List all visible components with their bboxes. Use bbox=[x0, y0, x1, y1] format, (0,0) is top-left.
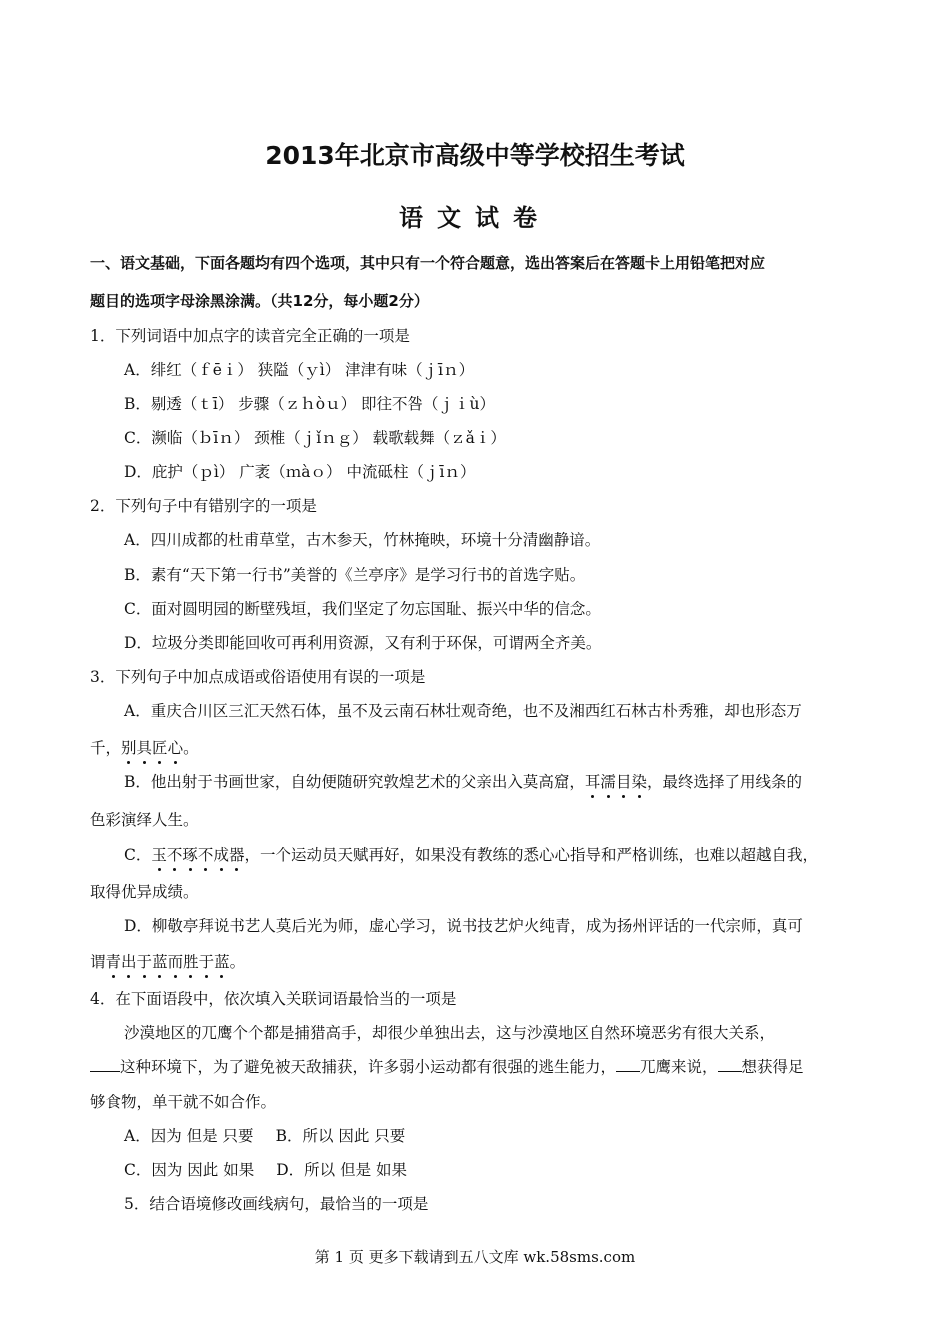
question-2-option-a: A．四川成都的杜甫草堂，古木参天，竹林掩映，环境十分清幽静谙。 bbox=[124, 531, 601, 549]
text-segment: B．他出射于书画世家，自幼便随研究敦煌艺术的父亲出入莫高窟， bbox=[124, 773, 585, 791]
question-4-option-b: B．所以 因此 只要 bbox=[275, 1127, 406, 1145]
question-2-option-b: B．素有“天下第一行书”美誉的《兰亭序》是学习行书的首选字贴。 bbox=[124, 566, 586, 584]
emphasis-char: 蓝 bbox=[214, 953, 230, 971]
question-3-stem: 3．下列句子中加点成语或俗语使用有误的一项是 bbox=[90, 668, 426, 686]
question-4-options-cd bbox=[124, 1158, 407, 1180]
question-4-option-d: D．所以 但是 如果 bbox=[276, 1161, 408, 1179]
emphasis-char: 出 bbox=[121, 953, 137, 971]
question-3-option-a-line1: A．重庆合川区三汇天然石体，虽不及云南石林壮观奇绝，也不及湘西红石林古朴秀雅，却也形态万 bbox=[124, 702, 802, 720]
emphasis-char: 于 bbox=[198, 953, 215, 971]
question-1-option-d: D．庇护（ｐì） 广袤（ｍàｏ） 中流砥柱（ｊīｎ） bbox=[124, 463, 476, 481]
dotted-idiom bbox=[121, 739, 183, 757]
emphasis-char: 青 bbox=[105, 953, 122, 971]
question-1-stem: 1．下列词语中加点字的读音完全正确的一项是 bbox=[90, 327, 410, 345]
text-segment: 想获得足 bbox=[741, 1058, 804, 1076]
text-segment: 。 bbox=[183, 739, 199, 757]
question-4-paragraph-line3: 够食物，单干就不如合作。 bbox=[90, 1093, 277, 1111]
emphasis-char: 玉 bbox=[151, 846, 167, 864]
section-heading-line2: 题目的选项字母涂黑涂满。（共12分，每小题2分） bbox=[90, 292, 429, 310]
question-4-paragraph-line2 bbox=[90, 1055, 804, 1077]
emphasis-char: 蓝 bbox=[152, 953, 168, 971]
text-segment: 谓 bbox=[90, 953, 106, 971]
question-3-option-d-line1: D．柳敬亭拜说书艺人莫后光为师，虚心学习，说书技艺炉火纯青，成为扬州评话的一代宗师，真可 bbox=[124, 917, 803, 935]
question-3-option-d-line2 bbox=[90, 950, 245, 972]
question-3-option-a-line2 bbox=[90, 736, 199, 758]
question-4-stem: 4．在下面语段中，依次填入关联词语最恰当的一项是 bbox=[90, 990, 457, 1008]
text-segment: C． bbox=[124, 846, 152, 864]
question-4-options-ab bbox=[124, 1124, 405, 1146]
question-2-stem: 2．下列句子中有错别字的一项是 bbox=[90, 497, 317, 515]
emphasis-char: 耳 bbox=[584, 773, 601, 791]
emphasis-char: 目 bbox=[615, 773, 632, 791]
question-4-option-a: A．因为 但是 只要 bbox=[124, 1127, 254, 1145]
emphasis-char: 而 bbox=[167, 953, 184, 971]
emphasis-char: 器 bbox=[228, 846, 245, 864]
text-segment: 这种环境下，为了避免被天敌捕获，许多弱小运动都有很强的逃生能力， bbox=[120, 1058, 617, 1076]
page-footer: 第 1 页 更多下载请到五八文库 wk.58sms.com bbox=[314, 1248, 636, 1266]
page-title: 2013年北京市高级中等学校招生考试 bbox=[265, 141, 685, 170]
question-3-option-c-line2: 取得优异成绩。 bbox=[90, 883, 199, 901]
question-3-option-b-line1 bbox=[124, 770, 802, 792]
text-segment: 兀鹰来说， bbox=[640, 1058, 718, 1076]
dotted-idiom bbox=[151, 846, 244, 864]
question-2-option-c: C．面对圆明园的断壁残垣，我们坚定了勿忘国耻、振兴中华的信念。 bbox=[124, 600, 601, 618]
emphasis-char: 匠 bbox=[152, 739, 168, 757]
emphasis-char: 濡 bbox=[600, 773, 616, 791]
fill-blank bbox=[718, 1057, 742, 1072]
question-1-option-a: A．绯红（ｆēｉ） 狭隘（ｙì） 津津有味（ｊīｎ） bbox=[124, 361, 475, 379]
text-segment: ，一个运动员天赋再好，如果没有教练的悉心心指导和严格训练，也难以超越自我， bbox=[244, 846, 818, 864]
emphasis-char: 心 bbox=[167, 739, 184, 757]
emphasis-char: 具 bbox=[136, 739, 153, 757]
fill-blank bbox=[90, 1057, 120, 1072]
emphasis-char: 不 bbox=[197, 846, 214, 864]
emphasis-char: 不 bbox=[166, 846, 183, 864]
question-4-option-c: C．因为 因此 如果 bbox=[124, 1161, 255, 1179]
text-segment: 。 bbox=[229, 953, 246, 971]
question-1-option-c: C．濒临（ｂīｎ） 颈椎（ｊǐｎｇ） 载歌载舞（ｚǎｉ） bbox=[124, 429, 506, 447]
question-4-paragraph-line1: 沙漠地区的兀鹰个个都是捕猎高手，却很少单独出去，这与沙漠地区自然环境恶劣有很大关系， bbox=[124, 1024, 776, 1042]
emphasis-char: 胜 bbox=[183, 953, 199, 971]
question-3-option-c-line1 bbox=[124, 843, 818, 865]
question-3-option-b-line2: 色彩演绎人生。 bbox=[90, 811, 199, 829]
page-subtitle: 语文试卷 bbox=[399, 204, 551, 232]
fill-blank bbox=[616, 1057, 640, 1072]
text-segment: 千， bbox=[90, 739, 122, 757]
section-heading-line1: 一、语文基础，下面各题均有四个选项，其中只有一个符合题意，选出答案后在答题卡上用铅笔把对应 bbox=[90, 254, 766, 272]
text-segment: ，最终选择了用线条的 bbox=[646, 773, 802, 791]
question-5-stem: 5．结合语境修改画线病句，最恰当的一项是 bbox=[124, 1195, 429, 1213]
dotted-idiom bbox=[106, 953, 230, 971]
emphasis-char: 琢 bbox=[182, 846, 198, 864]
question-2-option-d: D．垃圾分类即能回收可再利用资源，又有利于环保，可谓两全齐美。 bbox=[124, 634, 602, 652]
question-1-option-b: B．剔透（ｔī） 步骤（ｚｈòｕ） 即往不咎（ｊｉù） bbox=[124, 395, 496, 413]
emphasis-char: 成 bbox=[213, 846, 229, 864]
emphasis-char: 别 bbox=[121, 739, 137, 757]
emphasis-char: 染 bbox=[631, 773, 647, 791]
emphasis-char: 于 bbox=[136, 953, 153, 971]
dotted-idiom bbox=[585, 773, 647, 791]
